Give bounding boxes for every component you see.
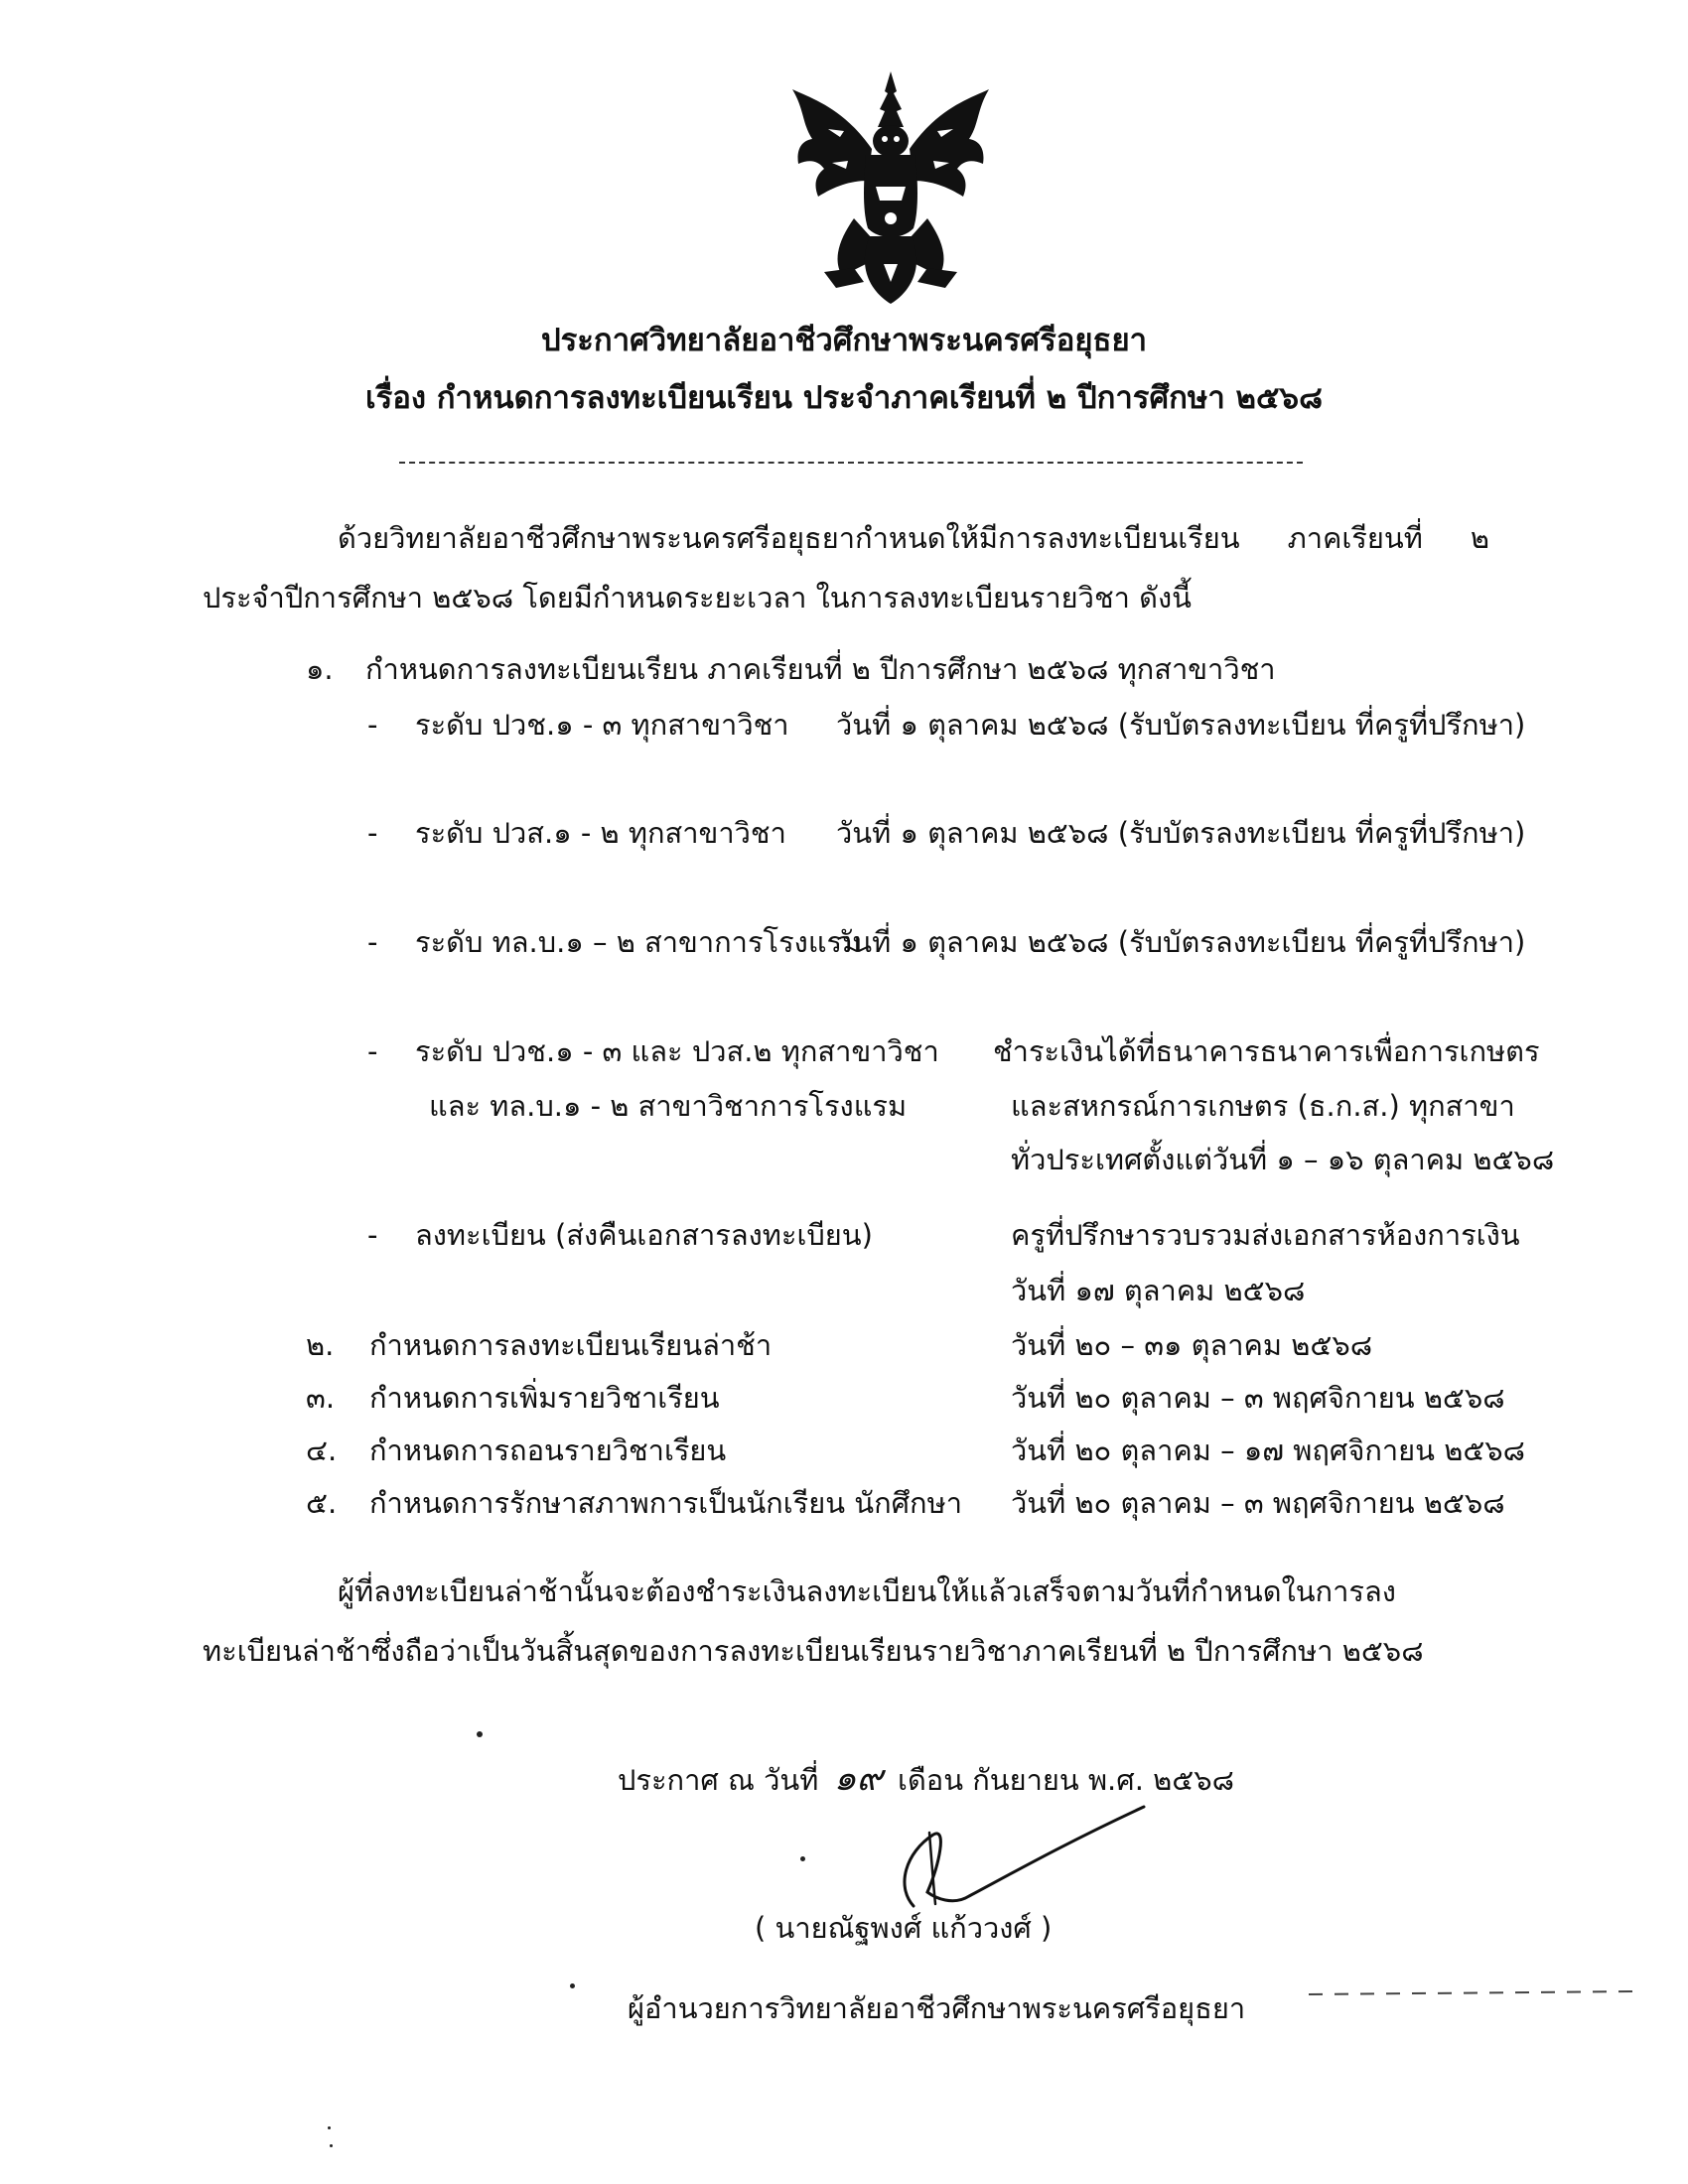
registration-detail: วันที่ ๑ ตุลาคม ๒๕๖๘ (รับบัตรลงทะเบียน ที่ครูที่ปรึกษา) xyxy=(836,708,1526,742)
bullet-dash: - xyxy=(367,1218,378,1252)
announce-month-year: เดือน กันยายน พ.ศ. ๒๕๖๘ xyxy=(898,1763,1234,1797)
scan-speck xyxy=(330,2144,333,2147)
payment-detail: และสหกรณ์การเกษตร (ธ.ก.ส.) ทุกสาขา xyxy=(1011,1089,1515,1123)
announcement-title: ประกาศวิทยาลัยอาชีวศึกษาพระนครศรีอยุธยา xyxy=(540,323,1148,358)
bullet-dash: - xyxy=(367,925,378,959)
director-signature xyxy=(874,1795,1152,1924)
payment-detail: ชำระเงินได้ที่ธนาคารธนาคารเพื่อการเกษตร xyxy=(993,1034,1540,1068)
bullet-dash: - xyxy=(367,816,378,850)
trailing-dash-line xyxy=(1309,1989,1636,1997)
schedule-number: ๕. xyxy=(306,1486,338,1520)
registration-detail: วันที่ ๑ ตุลาคม ๒๕๖๘ (รับบัตรลงทะเบียน ที่ครูที่ปรึกษา) xyxy=(836,925,1526,959)
schedule-label: กำหนดการเพิ่มรายวิชาเรียน xyxy=(369,1381,720,1415)
section-heading: กำหนดการลงทะเบียนเรียน ภาคเรียนที่ ๒ ปีการศึกษา ๒๕๖๘ ทุกสาขาวิชา xyxy=(365,652,1276,686)
section-number: ๑. xyxy=(306,652,334,686)
bullet-dash: - xyxy=(367,708,378,742)
submit-detail: ครูที่ปรึกษารวบรวมส่งเอกสารห้องการเงิน xyxy=(1011,1218,1520,1252)
garuda-emblem-icon xyxy=(784,69,998,308)
submit-date: วันที่ ๑๗ ตุลาคม ๒๕๖๘ xyxy=(1011,1274,1306,1307)
payment-level: ระดับ ปวช.๑ - ๓ และ ปวส.๒ ทุกสาขาวิชา xyxy=(415,1034,939,1068)
announce-day: ๑๙ xyxy=(833,1758,883,1799)
scan-speck xyxy=(328,2126,331,2129)
registration-detail: วันที่ ๑ ตุลาคม ๒๕๖๘ (รับบัตรลงทะเบียน ที่ครูที่ปรึกษา) xyxy=(836,816,1526,850)
scan-speck xyxy=(477,1731,483,1737)
schedule-number: ๔. xyxy=(306,1433,338,1467)
registration-level: ระดับ ปวช.๑ - ๓ ทุกสาขาวิชา xyxy=(415,708,789,742)
bullet-dash: - xyxy=(367,1034,378,1068)
announce-date-prefix: ประกาศ ณ วันที่ xyxy=(618,1763,819,1797)
signer-name: ( นายณัฐพงศ์ แก้ววงศ์ ) xyxy=(755,1911,1053,1945)
payment-detail: ทั่วประเทศตั้งแต่วันที่ ๑ – ๑๖ ตุลาคม ๒๕๖๘ xyxy=(1011,1143,1555,1176)
schedule-date: วันที่ ๒๐ ตุลาคม – ๓ พฤศจิกายน ๒๕๖๘ xyxy=(1011,1381,1505,1415)
schedule-number: ๒. xyxy=(306,1328,335,1362)
schedule-date: วันที่ ๒๐ ตุลาคม – ๓ พฤศจิกายน ๒๕๖๘ xyxy=(1011,1486,1505,1520)
payment-level-continued: และ ทล.บ.๑ - ๒ สาขาวิชาการโรงแรม xyxy=(429,1089,908,1123)
schedule-label: กำหนดการถอนรายวิชาเรียน xyxy=(369,1433,727,1467)
scan-speck xyxy=(570,1983,575,1988)
announce-date-line xyxy=(618,1757,1234,1800)
submit-label: ลงทะเบียน (ส่งคืนเอกสารลงทะเบียน) xyxy=(415,1218,873,1252)
schedule-label: กำหนดการรักษาสภาพการเป็นนักเรียน นักศึกษา xyxy=(369,1486,963,1520)
schedule-date: วันที่ ๒๐ ตุลาคม – ๑๗ พฤศจิกายน ๒๕๖๘ xyxy=(1011,1433,1526,1467)
signer-title: ผู้อำนวยการวิทยาลัยอาชีวศึกษาพระนครศรีอยุธยา xyxy=(628,1991,1246,2025)
schedule-date: วันที่ ๒๐ – ๓๑ ตุลาคม ๒๕๖๘ xyxy=(1011,1328,1373,1362)
registration-level: ระดับ ทล.บ.๑ – ๒ สาขาการโรงแรม xyxy=(415,925,862,959)
intro-paragraph: ด้วยวิทยาลัยอาชีวศึกษาพระนครศรีอยุธยากำหนดให้มีการลงทะเบียนเรียน ภาคเรียนที่ ๒ ประจำปีการศึกษา ๒๕๖๘ โดยมีกำหนดระยะเวลา ในการลงทะเบียนรายวิชา ดังนี้ xyxy=(203,521,1489,614)
closing-paragraph: ผู้ที่ลงทะเบียนล่าช้านั้นจะต้องชำระเงินลงทะเบียนให้แล้วเสร็จตามวันที่กำหนดในการลงทะเบียนล่าช้าซึ่งถือว่าเป็นวันสิ้นสุดของการลงทะเบียนเรียนรายวิชาภาคเรียนที่ ๒ ปีการศึกษา ๒๕๖๘ xyxy=(203,1574,1424,1668)
registration-level: ระดับ ปวส.๑ - ๒ ทุกสาขาวิชา xyxy=(415,816,786,850)
announcement-subject: เรื่อง กำหนดการลงทะเบียนเรียน ประจำภาคเรียนที่ ๒ ปีการศึกษา ๒๕๖๘ xyxy=(364,380,1324,416)
title-divider xyxy=(399,462,1303,464)
schedule-number: ๓. xyxy=(306,1381,336,1415)
scan-speck xyxy=(800,1856,805,1861)
schedule-label: กำหนดการลงทะเบียนเรียนล่าช้า xyxy=(369,1328,773,1362)
